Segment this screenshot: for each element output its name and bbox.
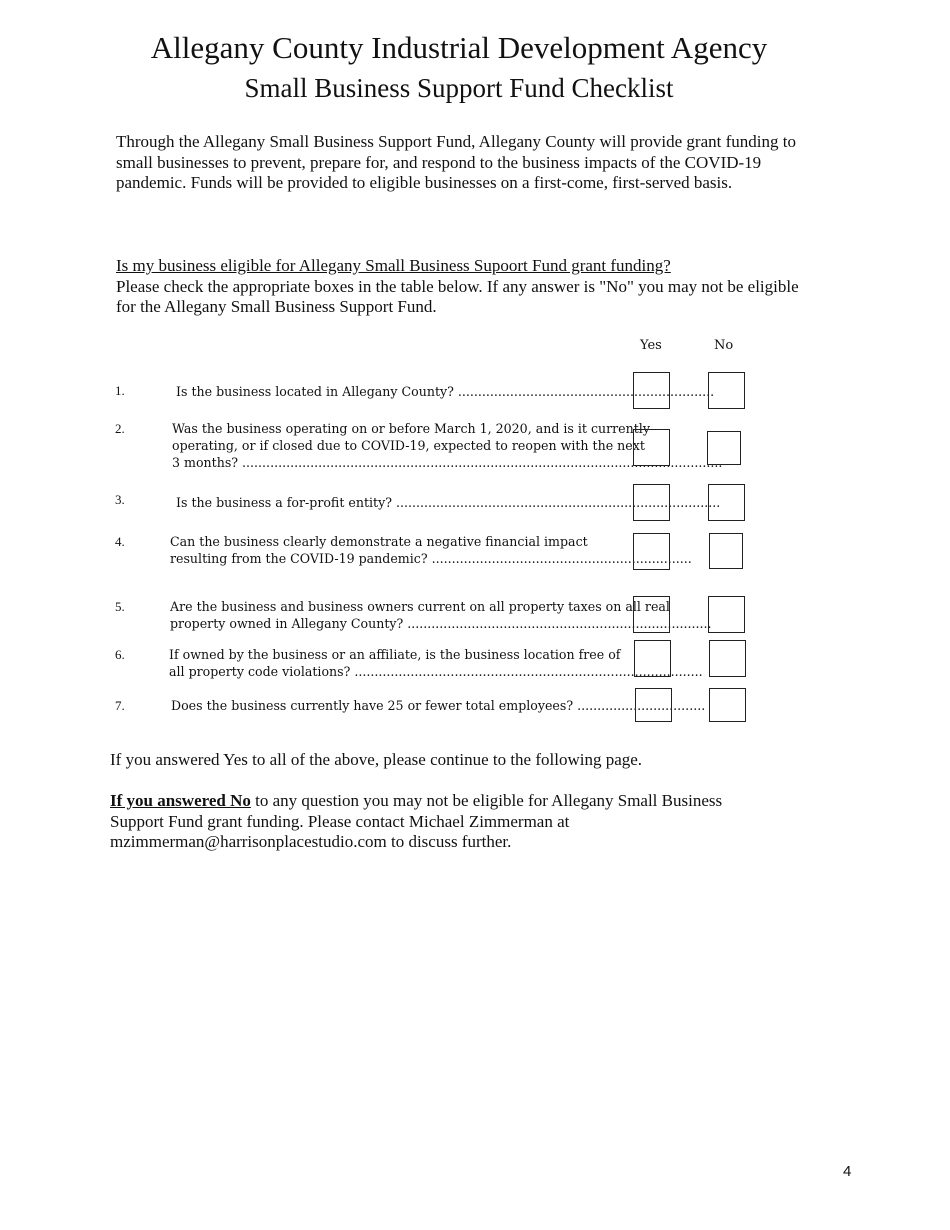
question-text xyxy=(171,697,705,714)
question-line: Is the business a for-profit entity? ................................................................................. xyxy=(176,495,721,510)
question-number: 6. xyxy=(115,647,125,662)
question-line: property owned in Allegany County? ............................................................................ xyxy=(170,616,712,631)
eligibility-instructions: Please check the appropriate boxes in the table below. If any answer is "No" you may not be eligible for the Allegany Small Business Support Fund. xyxy=(116,276,799,316)
question-line: If owned by the business or an affiliate, is the business location free of xyxy=(169,647,621,662)
yes-checkbox[interactable] xyxy=(633,372,670,409)
yes-column-header: Yes xyxy=(640,338,662,353)
intro-paragraph: Through the Allegany Small Business Support Fund, Allegany County will provide grant funding to small businesses to prevent, prepare for, and respond to the business impacts of the COVID-19 pandemic. Funds will be provided to eligible businesses on a first-come, first-served basis. xyxy=(116,132,796,192)
no-checkbox[interactable] xyxy=(707,431,741,465)
question-number: 7. xyxy=(115,698,125,713)
no-instructions-body: to any question you may not be eligible for Allegany Small Business Support Fund grant funding. Please contact Michael Zimmerman at mzimmerman@harrisonplacestudio.com to discuss further. xyxy=(110,791,723,851)
no-checkbox[interactable] xyxy=(709,533,743,569)
question-text xyxy=(169,646,703,680)
no-instructions-lead: If you answered No xyxy=(110,791,251,810)
no-checkbox[interactable] xyxy=(708,372,745,409)
question-line: Does the business currently have 25 or fewer total employees? ................................ xyxy=(171,698,706,713)
no-checkbox[interactable] xyxy=(709,640,746,677)
no-checkbox[interactable] xyxy=(709,688,746,722)
question-line: Can the business clearly demonstrate a negative financial impact xyxy=(170,534,588,549)
page-number: 4 xyxy=(843,1163,852,1180)
document-title: Allegany County Industrial Development Agency xyxy=(150,30,768,65)
no-checkbox[interactable] xyxy=(708,596,745,633)
question-text xyxy=(170,598,712,632)
question-number: 3. xyxy=(115,492,125,507)
question-line: Was the business operating on or before March 1, 2020, and is it currently xyxy=(172,421,650,436)
yes-checkbox[interactable] xyxy=(635,688,672,722)
no-column-header: No xyxy=(714,338,734,353)
yes-checkbox[interactable] xyxy=(633,533,670,570)
question-number: 4. xyxy=(115,534,125,549)
question-line: resulting from the COVID-19 pandemic? ................................................................. xyxy=(170,551,692,566)
question-number: 2. xyxy=(115,421,125,436)
eligibility-section xyxy=(116,256,816,318)
no-checkbox[interactable] xyxy=(708,484,745,521)
question-number: 5. xyxy=(115,599,125,614)
yes-checkbox[interactable] xyxy=(634,640,671,677)
eligibility-heading: Is my business eligible for Allegany Small Business Supoort Fund grant funding? xyxy=(116,256,671,275)
document-subtitle: Small Business Support Fund Checklist xyxy=(244,73,674,103)
question-number: 1. xyxy=(115,383,125,398)
question-line: Is the business located in Allegany County? ................................................................ xyxy=(176,384,715,399)
question-line: 3 months? ........................................................................................................................ xyxy=(172,455,723,470)
no-instructions xyxy=(110,791,770,853)
question-text xyxy=(170,533,692,567)
yes-checkbox[interactable] xyxy=(633,484,670,521)
question-line: all property code violations? ....................................................................................... xyxy=(169,664,703,679)
yes-instructions: If you answered Yes to all of the above, please continue to the following page. xyxy=(110,750,643,769)
question-line: Are the business and business owners current on all property taxes on all real xyxy=(170,599,670,614)
question-line: operating, or if closed due to COVID-19, expected to reopen with the next xyxy=(172,438,645,453)
yes-checkbox[interactable] xyxy=(633,429,670,466)
yes-checkbox[interactable] xyxy=(633,596,670,633)
